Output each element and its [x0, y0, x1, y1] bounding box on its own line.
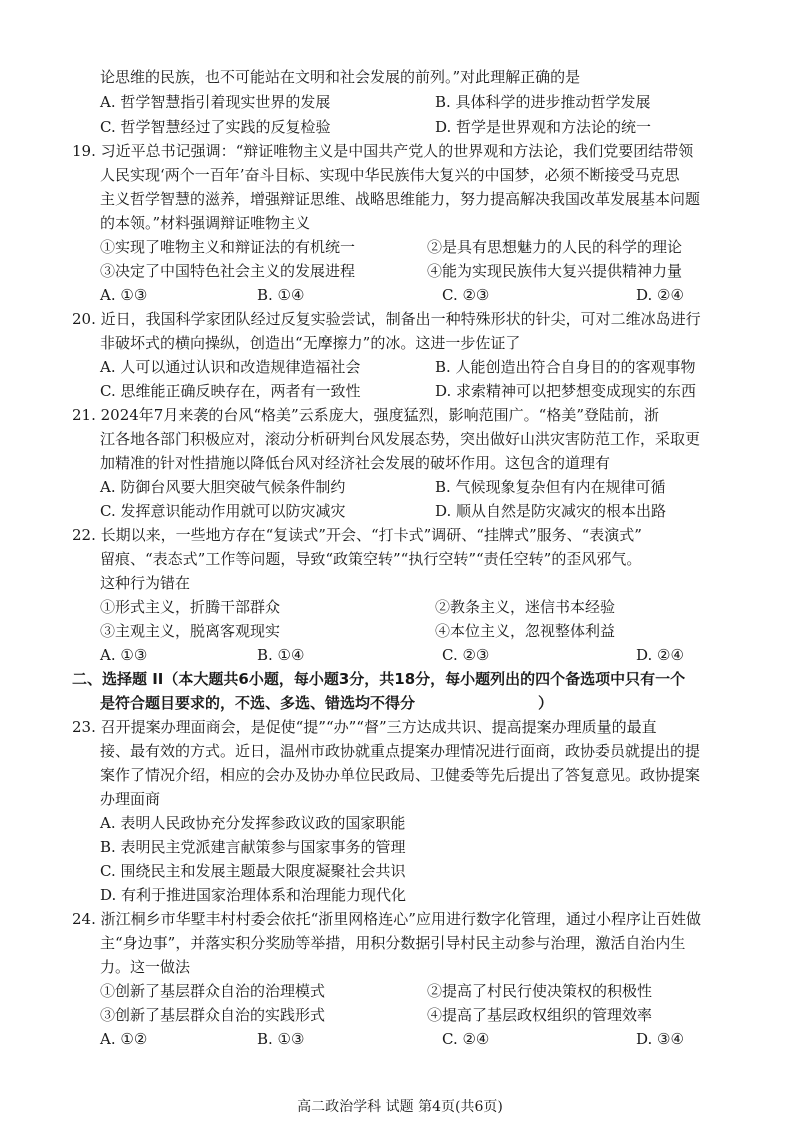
- q23-stem-line: 23. 召开提案办理面商会，是促使“提”“办”“督”三方达成共识、提高提案办理质量的最直: [72, 718, 657, 736]
- q19-statement-2: ②是具有思想魅力的人民的科学的理论: [427, 238, 683, 256]
- q21-stem-line: 江各地各部门积极应对，滚动分析研判台风发展态势，突出做好山洪灾害防范工作，采取更: [100, 430, 701, 448]
- q22-statement-1: ①形式主义，折腾干部群众: [100, 598, 281, 616]
- q24-stem-line: 主“身边事”，并落实积分奖励等举措，用积分数据引导村民主动参与治理，激活自治内生: [100, 934, 686, 952]
- q19-choice-a: A. ①③: [100, 286, 148, 304]
- q23-stem-line: 接、最有效的方式。近日，温州市政协就重点提案办理情况进行面商，政协委员就提出的提: [100, 742, 701, 760]
- q24-statement-2: ②提高了村民行使决策权的积极性: [427, 982, 653, 1000]
- q19-stem-line: 人民实现‘两个一百年’奋斗目标、实现中华民族伟大复兴的中国梦，必须不断接受马克思: [100, 166, 680, 184]
- q22-stem-line: 22. 长期以来，一些地方存在“复读式”开会、“打卡式”调研、“挂牌式”服务、“表演式”: [72, 526, 642, 544]
- q24-statement-1: ①创新了基层群众自治的治理模式: [100, 982, 326, 1000]
- q22-choice-b: B. ①④: [257, 646, 305, 664]
- q19-stem-line: 的本领。”材料强调辩证唯物主义: [100, 214, 311, 232]
- q24-stem-line: 力。这一做法: [100, 958, 191, 976]
- q20-stem-line: 20. 近日，我国科学家团队经过反复实验尝试，制备出一种特殊形状的针尖，可对二维冰岛进行: [72, 310, 701, 328]
- q24-statement-3: ③创新了基层群众自治的实践形式: [100, 1006, 326, 1024]
- q21-option-a: A. 防御台风要大胆突破气候条件制约: [100, 478, 346, 496]
- section-heading-line: 是符合题目要求的，不选、多选、错选均不得分: [100, 694, 416, 712]
- q21-option-c: C. 发挥意识能动作用就可以防灾减灾: [100, 502, 346, 520]
- q21-option-d: D. 顺从自然是防灾减灾的根本出路: [435, 502, 667, 520]
- q21-stem-line: 加精准的针对性措施以降低台风对经济社会发展的破坏作用。这包含的道理有: [100, 454, 611, 472]
- q22-stem-line: 留痕、“表态式”工作等问题，导致“政策空转”“执行空转”“责任空转”的歪风邪气。: [100, 550, 642, 568]
- q24-choice-d: D. ③④: [636, 1030, 684, 1048]
- q19-statement-1: ①实现了唯物主义和辩证法的有机统一: [100, 238, 356, 256]
- q22-stem-line: 这种行为错在: [100, 574, 191, 592]
- prev-option-d: D. 哲学是世界观和方法论的统一: [435, 118, 652, 136]
- q23-option-b: B. 表明民主党派建言献策参与国家事务的管理: [100, 838, 406, 856]
- q22-statement-4: ④本位主义，忽视整体利益: [435, 622, 616, 640]
- prev-option-b: B. 具体科学的进步推动哲学发展: [435, 93, 651, 111]
- q22-choice-a: A. ①③: [100, 646, 148, 664]
- q23-option-a: A. 表明人民政协充分发挥参政议政的国家职能: [100, 814, 406, 832]
- q22-choice-c: C. ②③: [442, 646, 490, 664]
- q22-statement-2: ②教条主义，迷信书本经验: [435, 598, 616, 616]
- q24-stem-line: 24. 浙江桐乡市华墅丰村村委会依托“浙里网格连心”应用进行数字化管理，通过小程序让百姓做: [72, 910, 701, 928]
- q20-option-b: B. 人能创造出符合自身目的的客观事物: [435, 358, 696, 376]
- q23-option-c: C. 围绕民主和发展主题最大限度凝聚社会共识: [100, 862, 406, 880]
- q19-stem-line: 19. 习近平总书记强调：“辩证唯物主义是中国共产党人的世界观和方法论，我们党要团结带领: [72, 142, 694, 160]
- q23-stem-line: 案作了情况介绍，相应的会办及协办单位民政局、卫健委等先后提出了答复意见。政协提案: [100, 766, 701, 784]
- q21-stem-line: 21. 2024年7月来袭的台风“格美”云系庞大，强度猛烈，影响范围广。“格美”登陆前，浙: [72, 406, 660, 424]
- q23-stem-line: 办理面商: [100, 790, 161, 808]
- q19-stem-line: 主义哲学智慧的滋养，增强辩证思维、战略思维能力，努力提高解决我国改革发展基本问题: [100, 190, 701, 208]
- prev-option-a: A. 哲学智慧指引着现实世界的发展: [100, 93, 331, 111]
- q24-choice-b: B. ①③: [257, 1030, 305, 1048]
- section-heading-close: ）: [538, 694, 554, 712]
- q20-option-a: A. 人可以通过认识和改造规律造福社会: [100, 358, 361, 376]
- q19-statement-3: ③决定了中国特色社会主义的发展进程: [100, 262, 356, 280]
- q19-choice-c: C. ②③: [442, 286, 490, 304]
- q22-statement-3: ③主观主义，脱离客观现实: [100, 622, 281, 640]
- q24-statement-4: ④提高了基层政权组织的管理效率: [427, 1006, 653, 1024]
- q22-choice-d: D. ②④: [636, 646, 684, 664]
- q21-option-b: B. 气候现象复杂但有内在规律可循: [435, 478, 666, 496]
- prev-question-stem: 论思维的民族，也不可能站在文明和社会发展的前列。”对此理解正确的是: [100, 68, 581, 86]
- q20-option-d: D. 求索精神可以把梦想变成现实的东西: [435, 382, 697, 400]
- q19-statement-4: ④能为实现民族伟大复兴提供精神力量: [427, 262, 683, 280]
- prev-option-c: C. 哲学智慧经过了实践的反复检验: [100, 118, 331, 136]
- q19-choice-b: B. ①④: [257, 286, 305, 304]
- section-heading-line: 二、选择题 II（本大题共6小题，每小题3分，共18分，每小题列出的四个备选项中只有一个: [72, 670, 686, 688]
- q24-choice-c: C. ②④: [442, 1030, 490, 1048]
- page-footer: 高二政治学科 试题 第4页(共6页): [297, 1099, 503, 1115]
- q20-option-c: C. 思维能正确反映存在，两者有一致性: [100, 382, 361, 400]
- q19-choice-d: D. ②④: [636, 286, 684, 304]
- q23-option-d: D. 有利于推进国家治理体系和治理能力现代化: [100, 886, 407, 904]
- q20-stem-line: 非破坏式的横向操纵，创造出“无摩擦力”的冰。这进一步佐证了: [100, 334, 521, 352]
- q24-choice-a: A. ①②: [100, 1030, 148, 1048]
